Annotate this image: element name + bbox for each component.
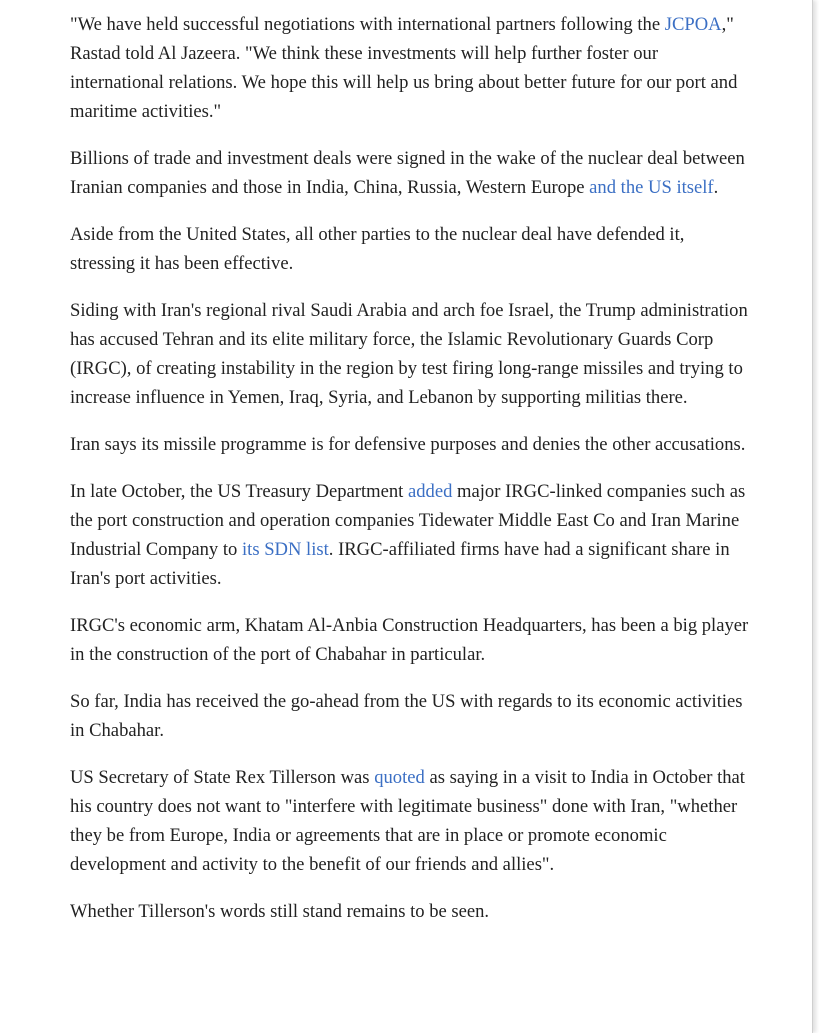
- paragraph-8: So far, India has received the go-ahead from the US with regards to its economic activities in Chabahar.: [70, 691, 743, 741]
- paragraph-9: US Secretary of State Rex Tillerson was quoted as saying in a visit to India in October that his country does not want to "interfere with legitimate business" done with Iran, "whether they be from Europe, India or agreements that are in place or promote economic development and activity to the benefit of our friends and allies".: [70, 767, 745, 875]
- paragraph-1: "We have held successful negotiations with international partners following the JCPOA," Rastad told Al Jazeera. "We think these investments will help further foster our international relations. We hope this will help us bring about better future for our port and maritime activities.": [70, 14, 738, 122]
- added-link[interactable]: added: [408, 481, 453, 502]
- paragraph-2: Billions of trade and investment deals were signed in the wake of the nuclear deal between Iranian companies and those in India, China, Russia, Western Europe and the US itself.: [70, 148, 745, 198]
- quoted-link[interactable]: quoted: [374, 767, 425, 788]
- us-itself-link[interactable]: and the US itself: [589, 177, 714, 198]
- paragraph-5: Iran says its missile programme is for defensive purposes and denies the other accusations.: [70, 434, 746, 455]
- jcpoa-link[interactable]: JCPOA: [664, 14, 722, 35]
- paragraph-4: Siding with Iran's regional rival Saudi Arabia and arch foe Israel, the Trump administration has accused Tehran and its elite military force, the Islamic Revolutionary Guards Corp (IRGC), of creating instability in the region by test firing long-range missiles and trying to increase influence in Yemen, Iraq, Syria, and Lebanon by supporting militias there.: [70, 300, 748, 408]
- paragraph-6: In late October, the US Treasury Department added major IRGC-linked companies such as the port construction and operation companies Tidewater Middle East Co and Iran Marine Industrial Company to its SDN list. IRGC-affiliated firms have had a significant share in Iran's port activities.: [70, 481, 746, 589]
- paragraph-3: Aside from the United States, all other parties to the nuclear deal have defended it, stressing it has been effective.: [70, 224, 685, 274]
- paragraph-10: Whether Tillerson's words still stand remains to be seen.: [70, 901, 490, 922]
- article-body: [70, 10, 750, 944]
- sdn-list-link[interactable]: its SDN list: [241, 539, 329, 560]
- paragraph-7: IRGC's economic arm, Khatam Al-Anbia Construction Headquarters, has been a big player in the construction of the port of Chabahar in particular.: [70, 615, 749, 665]
